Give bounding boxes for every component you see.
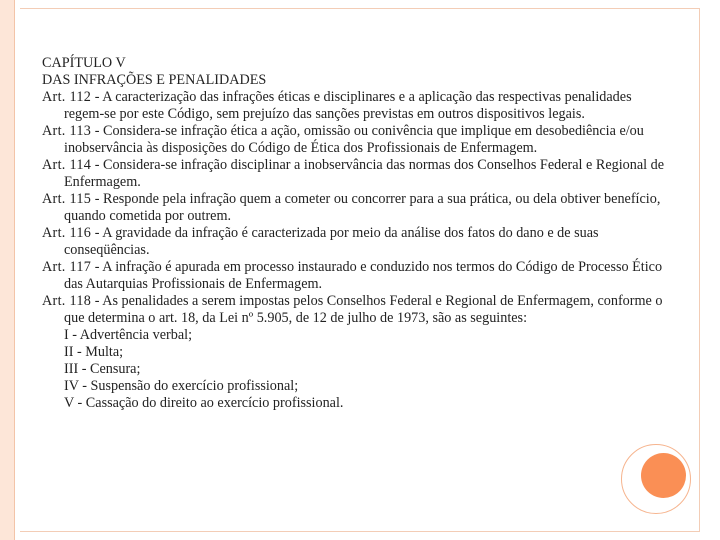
article-114 [42,157,672,191]
chapter-title: CAPÍTULO V [42,55,126,71]
left-decorative-stripe [0,0,14,540]
penalty-item: IV - Suspensão do exercício profissional; [64,378,299,394]
penalty-item: II - Multa; [64,344,124,360]
penalties-list [42,327,672,412]
article-117 [42,259,672,293]
bottom-border-rule [20,531,700,532]
slide-content [42,55,672,412]
penalty-item: III - Censura; [64,361,141,377]
article-number: Art. 115 [42,191,92,207]
article-113 [42,123,672,157]
article-number: Art. 112 [42,89,92,105]
article-number: Art. 118 [42,293,92,309]
article-116 [42,225,672,259]
decorative-orange-circle [641,453,686,498]
article-text: - A gravidade da infração é caracterizada por meio da análise dos fatos do dano e de suas conseqüências. [64,225,599,258]
penalty-item: V - Cassação do direito ao exercício profissional. [64,395,344,411]
article-number: Art. 117 [42,259,92,275]
article-text: - Considera-se infração disciplinar a inobservância das normas dos Conselhos Federal e Regional de Enfermagem. [64,157,665,190]
penalty-item: I - Advertência verbal; [64,327,193,343]
article-number: Art. 113 [42,123,92,139]
chapter-subtitle: DAS INFRAÇÕES E PENALIDADES [42,72,267,88]
article-text: - Responde pela infração quem a cometer ou concorrer para a sua prática, ou dela obtiver benefício, quando cometida por outrem. [64,191,661,224]
article-number: Art. 116 [42,225,92,241]
article-112 [42,89,672,123]
article-number: Art. 114 [42,157,92,173]
right-border-rule [699,8,700,532]
left-stripe-border [14,0,15,540]
article-text: - A infração é apurada em processo instaurado e conduzido nos termos do Código de Processo Ético das Autarquias Profissionais de Enfermagem. [64,259,663,292]
article-text: - Considera-se infração ética a ação, omissão ou conivência que implique em desobediência e/ou inobservância às disposições do Código de Ética dos Profissionais de Enfermagem. [64,123,644,156]
article-118 [42,293,672,327]
article-115 [42,191,672,225]
article-text: - A caracterização das infrações éticas e disciplinares e a aplicação das respectivas penalidades regem-se por este Código, sem prejuízo das sanções previstas em outros dispositivos legais. [64,89,632,122]
article-text: - As penalidades a serem impostas pelos Conselhos Federal e Regional de Enfermagem, conforme o que determina o art. 18, da Lei nº 5.905, de 12 de julho de 1973, são as seguintes: [64,293,663,326]
top-border-rule [20,8,700,9]
